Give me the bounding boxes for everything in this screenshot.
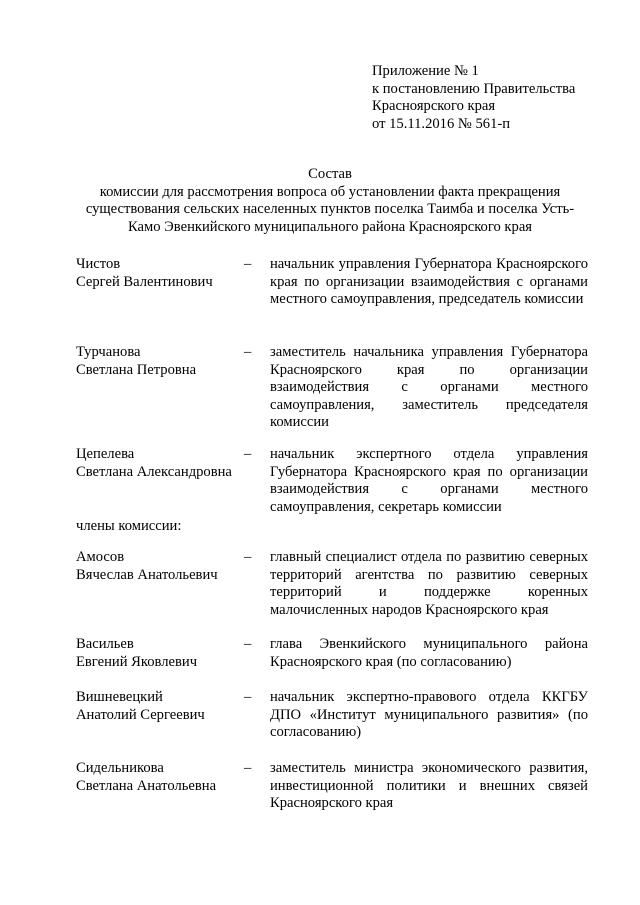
member-given-name: Сергей Валентинович — [76, 273, 213, 290]
member-given-name: Вячеслав Анатольевич — [76, 566, 218, 583]
title-line-2: комиссии для рассмотрения вопроса об установлении факта прекращения — [99, 183, 561, 200]
member-given-name: Светлана Александровна — [76, 463, 232, 480]
member-role: начальник экспертно-правового отдела ККГБУ ДПО «Институт муниципального развития» (по согласованию) — [270, 689, 588, 740]
dash-separator: – — [244, 689, 252, 705]
member-name — [76, 636, 246, 671]
member-surname: Сидельникова — [76, 760, 164, 776]
document-title — [60, 166, 600, 236]
member-role: заместитель министра экономического развития, инвестиционной политики и внешних связей Красноярского края — [270, 760, 588, 811]
dash-separator: – — [244, 760, 252, 776]
member-surname: Чистов — [76, 256, 121, 272]
member-given-name: Светлана Анатольевна — [76, 777, 217, 794]
member-role: заместитель начальника управления Губернатора Красноярского края по организации взаимодействия с органами местного самоуправления, заместитель председателя комиссии — [270, 344, 588, 430]
member-name — [76, 344, 246, 379]
member-name — [76, 446, 246, 481]
appendix-date: от 15.11.2016 № 561-п — [372, 115, 511, 132]
title-line-3: существования сельских населенных пунктов поселка Таимба и поселка Усть- — [85, 201, 575, 217]
title-heading: Состав — [308, 166, 352, 182]
member-surname: Турчанова — [76, 344, 141, 360]
appendix-resolution: к постановлению Правительства — [372, 80, 576, 97]
dash-separator: – — [244, 636, 252, 652]
members-section-label: члены комиссии: — [76, 518, 182, 534]
dash-separator: – — [244, 344, 252, 360]
member-name — [76, 760, 246, 795]
member-role: начальник управления Губернатора Красноярского края по организации взаимодействия с органами местного самоуправления, председатель комиссии — [270, 256, 588, 307]
member-role: начальник экспертного отдела управления Губернатора Красноярского края по организации взаимодействия с органами местного самоуправления, секретарь комиссии — [270, 446, 588, 515]
member-name — [76, 256, 246, 291]
member-name — [76, 549, 246, 584]
member-surname: Амосов — [76, 549, 125, 565]
appendix-region: Красноярского края — [372, 98, 496, 114]
title-line-4: Камо Эвенкийского муниципального района Красноярского края — [127, 218, 533, 235]
dash-separator: – — [244, 446, 252, 462]
dash-separator: – — [244, 256, 252, 272]
member-role: главный специалист отдела по развитию северных территорий агентства по развитию северных территорий и поддержке коренных малочисленных народов Красноярского края — [270, 549, 588, 618]
member-given-name: Светлана Петровна — [76, 361, 197, 378]
dash-separator: – — [244, 549, 252, 565]
appendix-header — [372, 63, 622, 133]
member-surname: Васильев — [76, 636, 134, 652]
member-given-name: Анатолий Сергеевич — [76, 706, 205, 723]
member-role: глава Эвенкийского муниципального района Красноярского края (по согласованию) — [270, 636, 588, 670]
appendix-number: Приложение № 1 — [372, 63, 479, 79]
member-given-name: Евгений Яковлевич — [76, 653, 198, 670]
member-surname: Цепелева — [76, 446, 135, 462]
member-surname: Вишневецкий — [76, 689, 163, 705]
member-name — [76, 689, 246, 724]
